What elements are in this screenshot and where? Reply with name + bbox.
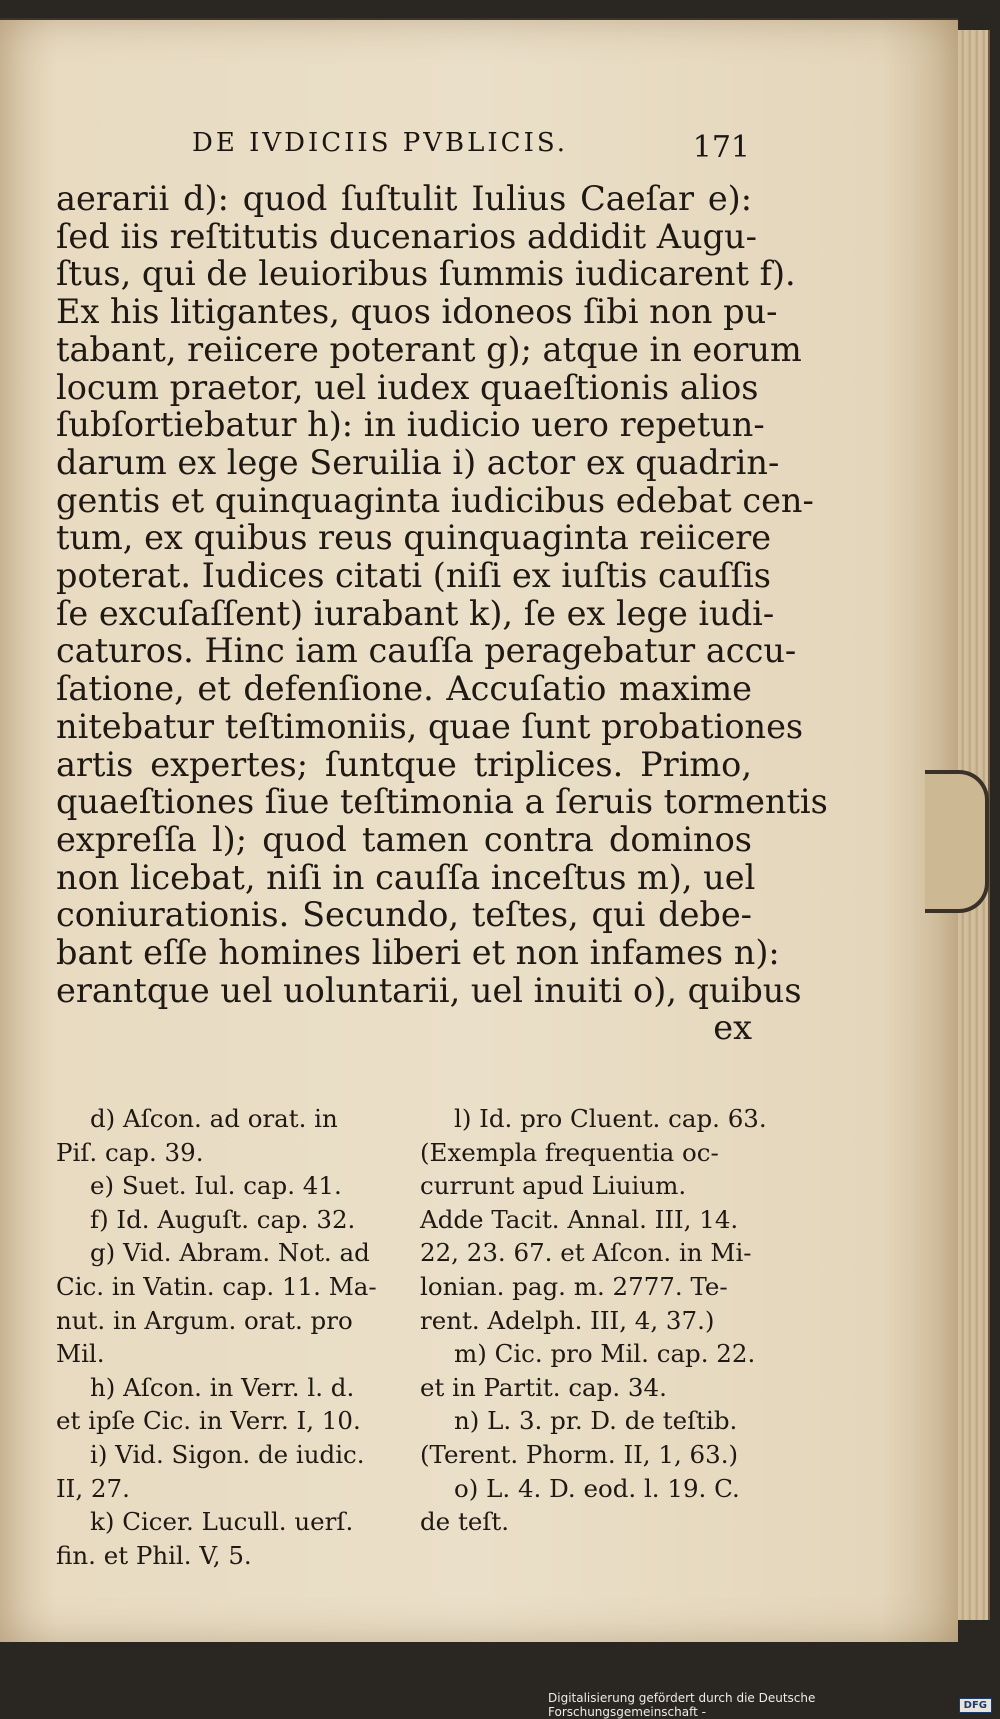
- footnote-line: l) Id. pro Cluent. cap. 63.: [454, 1104, 767, 1133]
- footnote-line: i) Vid. Sigon. de iudic.: [90, 1439, 365, 1469]
- text-line: ſed iis reſtitutis ducenarios addidit Augu-: [56, 216, 757, 256]
- footnote-line: currunt apud Liuium.: [420, 1171, 687, 1201]
- funding-credit: Digitalisierung gefördert durch die Deutsche Forschungsgemeinschaft -: [548, 1691, 816, 1719]
- footnote-line: et in Partit. cap. 34.: [420, 1372, 667, 1402]
- footnote-line: d) Aſcon. ad orat. in: [90, 1104, 338, 1133]
- text-line: quaeſtiones ſiue teſtimonia a ſeruis tormentis: [56, 782, 828, 822]
- footnote-line: Piſ. cap. 39.: [56, 1137, 204, 1167]
- footnote-line: Cic. in Vatin. cap. 11. Ma-: [56, 1271, 377, 1301]
- footnote-line: 22, 23. 67. et Aſcon. in Mi-: [420, 1238, 752, 1268]
- footnote-line: nut. in Argum. orat. pro: [56, 1305, 353, 1335]
- text-line: locum praetor, uel iudex quaeſtionis alios: [56, 367, 759, 407]
- footnote-line: fin. et Phil. V, 5.: [56, 1540, 252, 1570]
- text-line: ex: [713, 1008, 752, 1048]
- footnote: [56, 1505, 394, 1572]
- text-line: nitebatur teſtimoniis, quae ſunt probationes: [56, 706, 804, 746]
- footnote-line: n) L. 3. pr. D. de teſtib.: [454, 1406, 738, 1436]
- footnote: [56, 1102, 394, 1169]
- footnote: [420, 1404, 752, 1471]
- text-line: coniurationis. Secundo, teſtes, qui debe-: [56, 895, 752, 935]
- text-line: darum ex lege Seruilia i) actor ex quadrin-: [56, 442, 780, 482]
- footnote: [420, 1472, 752, 1539]
- text-line: non licebat, niſi in cauſſa inceſtus m), uel: [56, 857, 756, 897]
- text-line: Ex his litigantes, quos idoneos ſibi non pu-: [56, 292, 778, 332]
- text-line: tabant, reiicere poterant g); atque in eorum: [56, 329, 802, 369]
- footnote-line: m) Cic. pro Mil. cap. 22.: [454, 1339, 756, 1369]
- book-page: [0, 18, 958, 1642]
- footnote-line: h) Aſcon. in Verr. l. d.: [90, 1372, 355, 1402]
- text-line: expreſſa l); quod tamen contra dominos: [56, 819, 752, 859]
- footnote: [56, 1236, 394, 1370]
- footnotes-left-column: [56, 1102, 394, 1572]
- footnote: [56, 1438, 394, 1505]
- footnote-line: et ipſe Cic. in Verr. I, 10.: [56, 1406, 361, 1436]
- text-line: bant eſſe homines liberi et non infames n):: [56, 933, 780, 973]
- footnote-line: (Exempla frequentia oc-: [420, 1137, 719, 1167]
- footnote-line: g) Vid. Abram. Not. ad: [90, 1238, 370, 1268]
- text-line: gentis et quinquaginta iudicibus edebat cen-: [56, 480, 814, 520]
- main-text: [56, 179, 828, 1048]
- text-line: ſe excuſaſſent) iurabant k), ſe ex lege iudi-: [56, 593, 775, 633]
- text-line: poterat. Iudices citati (niſi ex iuſtis cauſſis: [56, 556, 771, 596]
- text-line: aerarii d): quod ſuſtulit Iulius Caeſar e):: [56, 179, 752, 218]
- footnote: [56, 1203, 394, 1237]
- text-line: ſtus, qui de leuioribus ſummis iudicarent f).: [56, 254, 796, 294]
- footnote: [56, 1169, 394, 1203]
- digitization-footer: [548, 1691, 992, 1719]
- footnote-line: f) Id. Auguſt. cap. 32.: [90, 1204, 356, 1234]
- text-line: tum, ex quibus reus quinquaginta reiicere: [56, 518, 772, 558]
- footnote-line: o) L. 4. D. eod. l. 19. C.: [454, 1473, 740, 1503]
- footnote: [420, 1337, 756, 1404]
- text-line: erantque uel uoluntarii, uel inuiti o), quibus: [56, 970, 802, 1010]
- dfg-logo: DFG: [959, 1698, 992, 1713]
- text-line: ſubſortiebatur h): in iudicio uero repetun-: [56, 405, 765, 445]
- footnote: [56, 1371, 394, 1438]
- footnote-line: (Terent. Phorm. II, 1, 63.): [420, 1439, 739, 1469]
- footnotes-right-column: [420, 1102, 767, 1539]
- text-line: artis expertes; ſuntque triplices. Primo,: [56, 744, 752, 784]
- footnote-line: Mil.: [56, 1339, 105, 1369]
- footnote-line: k) Cicer. Lucull. uerſ.: [90, 1507, 354, 1537]
- page-number: 171: [692, 130, 750, 165]
- footnote-line: Adde Tacit. Annal. III, 14.: [420, 1204, 739, 1234]
- running-head: DE IVDICIIS PVBLICIS.: [192, 128, 568, 158]
- text-line: ſatione, et defenſione. Accuſatio maxime: [56, 669, 752, 709]
- footnote-line: lonian. pag. m. 2777. Te-: [420, 1271, 728, 1301]
- footnote-line: rent. Adelph. III, 4, 37.): [420, 1305, 715, 1335]
- footnote-line: e) Suet. Iul. cap. 41.: [90, 1171, 342, 1201]
- bookmark-tab: [925, 770, 989, 913]
- footnote-line: de teſt.: [420, 1507, 510, 1537]
- text-line: caturos. Hinc iam cauſſa peragebatur accu-: [56, 631, 797, 671]
- footnote: [420, 1102, 767, 1337]
- footnote-line: II, 27.: [56, 1473, 130, 1503]
